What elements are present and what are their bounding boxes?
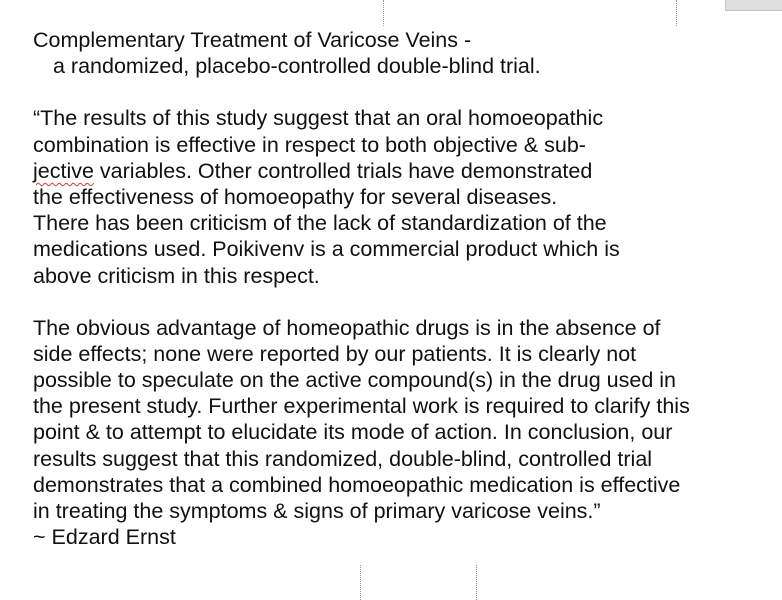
spellcheck-flagged-word[interactable]: jective [33, 158, 94, 183]
page-guide-bottom-right [476, 565, 478, 600]
p1-line-3 [33, 158, 778, 184]
page-guide-top-left [383, 0, 385, 26]
p1-line-2: combination is effective in respect to both objective & sub- [33, 132, 586, 157]
page-guide-top-right [676, 0, 678, 26]
p2-line-5: point & to attempt to elucidate its mode of action. In conclusion, our [33, 420, 673, 445]
title-line-1: Complementary Treatment of Varicose Veins - [33, 28, 472, 52]
p2-line-2: side effects; none were reported by our patients. It is clearly not [33, 341, 637, 366]
attribution: ~ Edzard Ernst [33, 525, 176, 550]
document-body [33, 27, 778, 550]
p1-line-7: above criticism in this respect. [33, 263, 320, 288]
p2-line-8: in treating the symptoms & signs of primary varicose veins.” [33, 499, 601, 523]
scrollbar-corner[interactable] [725, 0, 782, 11]
page-guide-bottom-left [360, 565, 362, 600]
p1-line-1: “The results of this study suggest that an oral homoeopathic [33, 106, 604, 131]
p2-line-3: possible to speculate on the active compound(s) in the drug used in [33, 368, 677, 393]
p1-line-3-rest: variables. Other controlled trials have demonstrated [93, 158, 593, 183]
p1-line-6: medications used. Poikivenv is a commercial product which is [33, 237, 620, 262]
quote-paragraph-1 [33, 105, 778, 288]
paragraph-spacer [33, 289, 778, 315]
p1-line-4: the effectiveness of homoeopathy for several diseases. [33, 184, 558, 209]
quote-paragraph-2 [33, 315, 778, 525]
p2-line-7: demonstrates that a combined homoeopathic medication is effective [33, 472, 681, 497]
p2-line-1: The obvious advantage of homeopathic drugs is in the absence of [33, 315, 661, 340]
p2-line-4: the present study. Further experimental work is required to clarify this [33, 394, 690, 419]
paragraph-spacer [33, 79, 778, 105]
document-title [33, 27, 778, 79]
p1-line-5: There has been criticism of the lack of standardization of the [33, 211, 607, 236]
title-line-2: a randomized, placebo-controlled double-blind trial. [53, 54, 541, 79]
p2-line-6: results suggest that this randomized, double-blind, controlled trial [33, 446, 653, 471]
